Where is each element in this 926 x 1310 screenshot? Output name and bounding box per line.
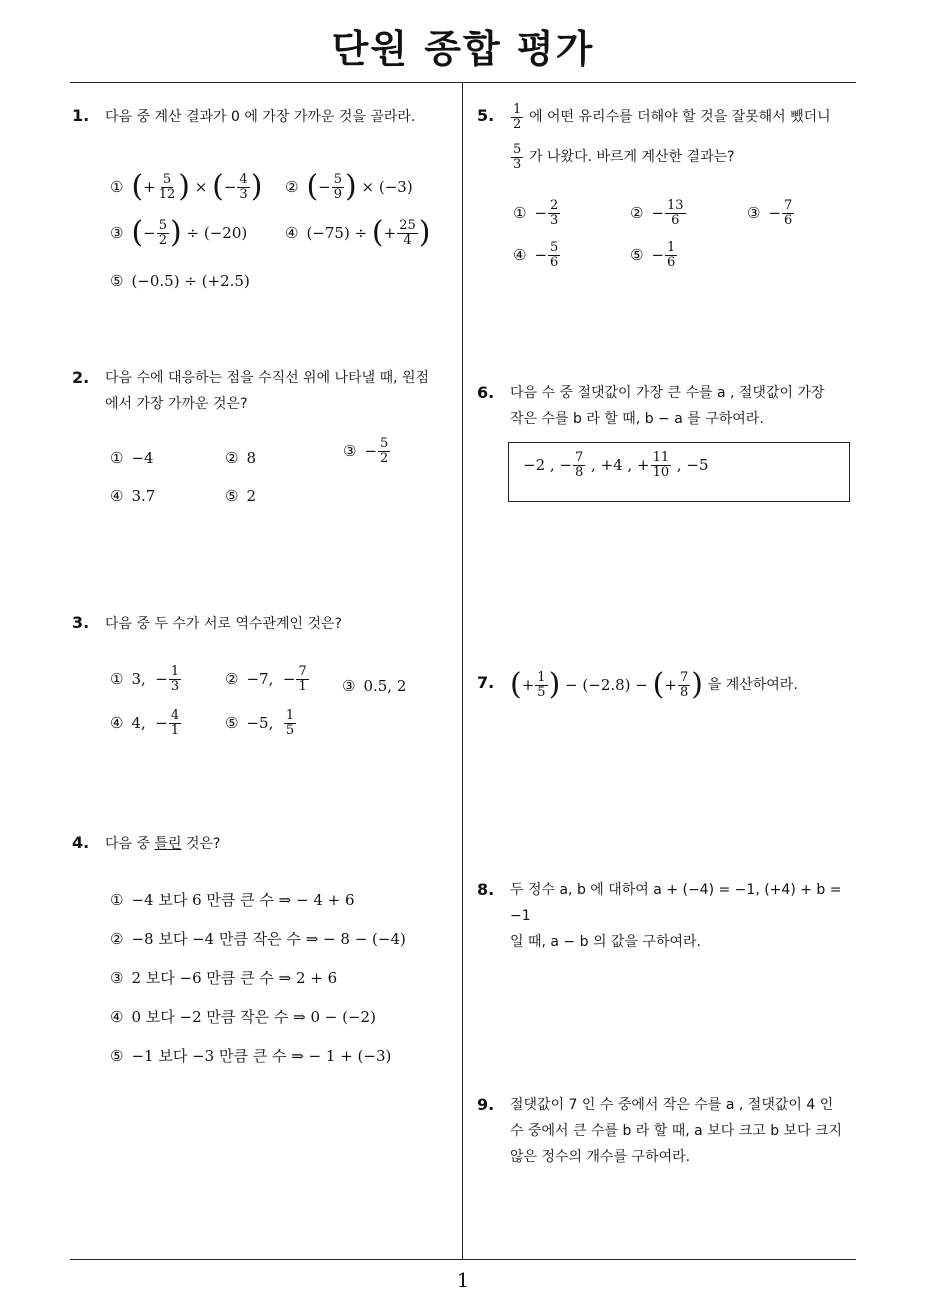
question-2: 2. 다음 수에 대응하는 점을 수직선 위에 나타낼 때, 원점 에서 가장 가까운 것은? ① −4 ② 8 ③ − $\frac{5}{2}$ ④ 3.7 ⑤ 2 [105, 365, 455, 417]
question-number: 8. [477, 880, 495, 899]
choice-3[interactable]: ③ − $\frac{7}{6}$ [747, 198, 793, 228]
choice-5[interactable]: ⑤ (−0.5) ÷ (+2.5) [110, 272, 250, 290]
choice-5[interactable]: ⑤ −1 보다 −3 만큼 큰 수 ⇒ − 1 + (−3) [110, 1047, 392, 1065]
question-number: 7. [477, 673, 495, 692]
choice-2[interactable]: ② − $\frac{13}{6}$ [630, 198, 684, 228]
question-5: 5. $\frac{1}{2}$ 에 어떤 유리수를 더해야 할 것을 잘못해서 뺐더니 $\frac{5}{3}$ 가 나왔다. 바르게 계산한 결과는? ① − $\frac{2}{3}$ ② − $\frac{13}{6}$ ③ − $\frac{7}{6}$ ④ − $\frac{5}{6}$ ⑤ − $\frac{1}{6}$ [477, 101, 831, 270]
bottom-rule [70, 1259, 856, 1260]
choice-3[interactable]: ③ 2 보다 −6 만큼 큰 수 ⇒ 2 + 6 [110, 969, 338, 987]
choice-4[interactable]: ④ (−75) ÷ ( + $\frac{25}{4}$ ) [285, 215, 431, 250]
question-number: 2. [72, 368, 90, 387]
question-7: 7. ( + $\frac{1}{5}$ ) − (−2.8) − ( + $\frac{7}{8}$ ) 을 계산하여라. [477, 667, 798, 702]
question-number: 4. [72, 833, 90, 852]
choice-1[interactable]: ① −4 보다 6 만큼 큰 수 ⇒ − 4 + 6 [110, 891, 355, 909]
question-9: 9. 절댓값이 7 인 수 중에서 작은 수를 a , 절댓값이 4 인 수 중에서 큰 수를 b 라 할 때, a 보다 크고 b 보다 크지 않은 정수의 개수를 구하여라. [510, 1092, 860, 1170]
choice-3[interactable]: ③ ( − $\frac{5}{2}$ ) ÷ (−20) [110, 215, 248, 250]
choice-4[interactable]: ④ 4, − $\frac{4}{1}$ [110, 708, 180, 738]
question-text: 다음 중 계산 결과가 0 에 가장 가까운 것을 골라라. [105, 109, 416, 125]
column-divider [462, 83, 463, 1259]
page-number: 1 [456, 1268, 470, 1292]
choice-1[interactable]: ① 3, − $\frac{1}{3}$ [110, 664, 180, 694]
choice-5[interactable]: ⑤ −5, $\frac{1}{5}$ [225, 708, 295, 738]
choice-3[interactable]: ③ 0.5, 2 [342, 677, 407, 695]
question-6: 6. 다음 수 중 절댓값이 가장 큰 수를 a , 절댓값이 가장 작은 수를 b 라 할 때, b − a 를 구하여라. [510, 380, 860, 432]
choice-2[interactable]: ② 8 [225, 449, 256, 467]
question-3: 3. 다음 중 두 수가 서로 역수관계인 것은? ① 3, − $\frac{1}{3}$ ② −7, − $\frac{7}{1}$ ③ 0.5, 2 ④ 4, − $\frac{4}{1}$ ⑤ −5, $\frac{1}{5}$ [105, 610, 455, 637]
choice-2[interactable]: ② −7, − $\frac{7}{1}$ [225, 664, 307, 694]
choice-2[interactable]: ② −8 보다 −4 만큼 작은 수 ⇒ − 8 − (−4) [110, 930, 406, 948]
choice-5[interactable]: ⑤ 2 [225, 487, 256, 505]
question-number: 5. [477, 106, 495, 125]
question-8: 8. 두 정수 a, b 에 대하여 a + (−4) = −1, (+4) + b = −1 일 때, a − b 의 값을 구하여라. [510, 877, 860, 955]
page-title: 단원 종합 평가 [331, 27, 595, 71]
question-number: 9. [477, 1095, 495, 1114]
question-number: 1. [72, 106, 90, 125]
choice-1[interactable]: ① − $\frac{2}{3}$ [513, 198, 559, 228]
question-text: 다음 중 틀린 것은? [105, 836, 221, 852]
choice-1[interactable]: ① ( + $\frac{5}{12}$ ) × ( − $\frac{4}{3}$ ) [110, 169, 263, 204]
choice-4[interactable]: ④ − $\frac{5}{6}$ [513, 240, 559, 270]
number-set-box: −2 , − $\frac{7}{8}$ , +4 , + $\frac{11}{10}$ , −5 [508, 442, 850, 502]
choice-2[interactable]: ② ( − $\frac{5}{9}$ ) × (−3) [285, 169, 413, 204]
question-4 [72, 830, 455, 1065]
choice-4[interactable]: ④ 0 보다 −2 만큼 작은 수 ⇒ 0 − (−2) [110, 1008, 376, 1026]
question-number: 3. [72, 613, 90, 632]
question-number: 6. [477, 383, 495, 402]
choice-list [105, 130, 455, 290]
choice-1[interactable]: ① −4 [110, 449, 154, 467]
choice-4[interactable]: ④ 3.7 [110, 487, 156, 505]
choice-5[interactable]: ⑤ − $\frac{1}{6}$ [630, 240, 676, 270]
top-rule [70, 82, 856, 83]
question-1 [72, 103, 455, 290]
choice-3[interactable]: ③ − $\frac{5}{2}$ [343, 436, 389, 466]
